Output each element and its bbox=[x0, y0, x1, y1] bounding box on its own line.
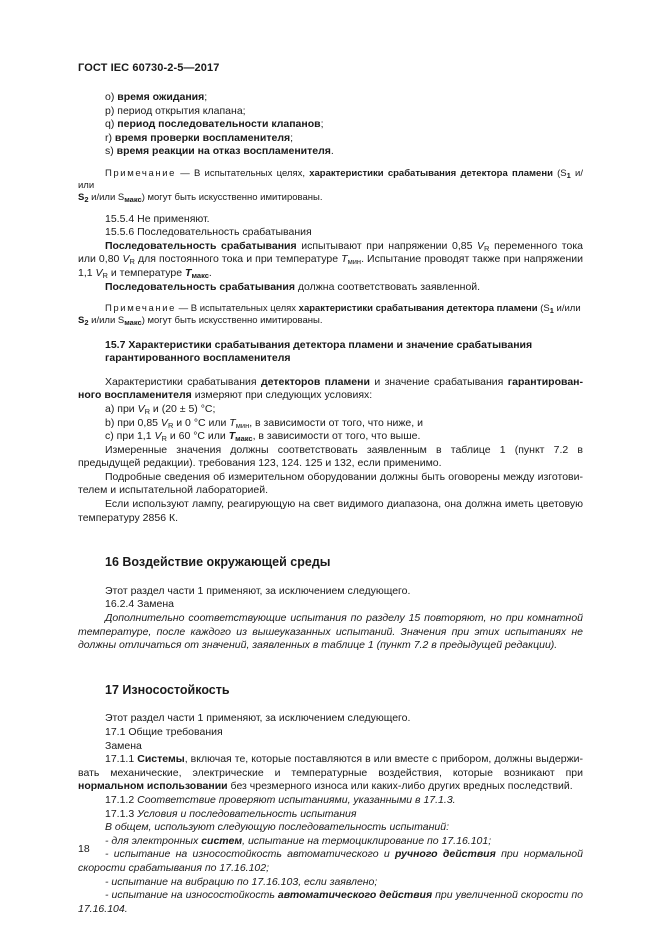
para-lamp: Если используют лампу, реагирующую на свет видимого диапазона, она должна иметь цветовую температуру 2856 К. bbox=[78, 498, 583, 524]
section-17-intro: Этот раздел части 1 применяют, за исключением следующего. bbox=[105, 712, 411, 725]
test-item-1: - для электронных систем, испытание на термоциклирование по 17.16.101; bbox=[105, 834, 492, 847]
list-item-s: s) время реакции на отказ воспламенителя. bbox=[105, 145, 334, 158]
section-16-text: Дополнительно соответствующие испытания по разделу 15 повторяют, но при комнатной температуре, после каждого из вышеуказанных испытаний. Значения при этих испытаниях не должны отличаться от значений, заявленных в таблице 1 (пункт 7.2 в предыдущей редакции). bbox=[78, 612, 583, 652]
condition-b: b) при 0,85 $V_R$ и 0 °С или $T_{мин}$, в зависимости от того, что ниже, и bbox=[105, 416, 423, 430]
para-sequence-2: Последовательность срабатывания должна соответствовать заявленной. bbox=[105, 280, 481, 293]
para-measured: Измеренные значения должны соответствовать заявленным в таблице 1 (пункт 7.2 в предыдущей редакции). требования 123, 124. 125 и 132, если применимо. bbox=[78, 443, 583, 470]
heading-17: 17 Износостойкость bbox=[105, 682, 230, 697]
list-item-o: o) время ожидания; bbox=[105, 91, 208, 103]
page-body bbox=[78, 91, 583, 916]
clause-15-5-4: 15.5.4 Не применяют. bbox=[105, 212, 210, 225]
list-item-p: p) период открытия клапана; bbox=[105, 104, 246, 117]
clause-17-1-1: 17.1.1 Системы, включая те, которые поставляются в или вместе с прибором, должны выдерживать механические, электрические и температурные воздействия, которые возникают при нормальном использовании без чрезмерного износа или каких-либо других вредных последствий. bbox=[78, 753, 583, 793]
note-1: Примечание — В испытательных целях, характеристики срабатывания детектора пламени ($S_1$ и/или $S_2$ и/или $S_{макс}$) могут быть искусственно имитированы. bbox=[78, 167, 583, 205]
heading-15-7: 15.7 Характеристики срабатывания детектора пламени и значение срабатывания гарантированного воспламенителя bbox=[105, 338, 533, 365]
clause-17-1-3: 17.1.3 Условия и последовательность испытания bbox=[105, 807, 357, 820]
clause-17-1-2: 17.1.2 Соответствие проверяют испытаниями, указанными в 17.1.3. bbox=[105, 793, 456, 806]
section-17-general: В общем, используют следующую последовательность испытаний: bbox=[105, 821, 449, 834]
clause-17-1-replacement: Замена bbox=[105, 739, 142, 752]
test-item-2: - испытание на износостойкость автоматического и ручного действия при нормальной скорости срабатывания по 17.16.102; bbox=[78, 848, 583, 874]
para-characteristics: Характеристики срабатывания детекторов пламени и значение срабатывания гарантированного воспламенителя измеряют при следующих условиях: bbox=[78, 375, 583, 402]
clause-17-1: 17.1 Общие требования bbox=[105, 726, 223, 739]
test-item-3: - испытание на вибрацию по 17.16.103, если заявлено; bbox=[105, 875, 378, 888]
para-details: Подробные сведения об измерительном оборудовании должны быть оговорены между изготовителем и испытательной лабораторией. bbox=[78, 470, 583, 497]
clause-16-2-4: 16.2.4 Замена bbox=[105, 598, 174, 611]
clause-15-5-6: 15.5.6 Последовательность срабатывания bbox=[105, 226, 312, 239]
condition-a: a) при $V_R$ и (20 ± 5) °С; bbox=[105, 402, 216, 416]
condition-c: c) при 1,1 $V_R$ и 60 °С или $T_{макс}$, в зависимости от того, что выше. bbox=[105, 430, 421, 444]
list-item-r: r) время проверки воспламенителя; bbox=[105, 131, 294, 144]
heading-16: 16 Воздействие окружающей среды bbox=[105, 555, 331, 570]
test-item-4: - испытание на износостойкость автоматического действия при увеличенной скорости по 17.16.104. bbox=[78, 889, 583, 915]
page-number: 18 bbox=[78, 843, 90, 855]
list-item-q: q) период последовательности клапанов; bbox=[105, 118, 324, 131]
document-header: ГОСТ IEC 60730-2-5—2017 bbox=[78, 62, 220, 74]
section-16-intro: Этот раздел части 1 применяют, за исключением следующего. bbox=[105, 584, 411, 597]
para-sequence: Последовательность срабатывания испытывают при напряжении 0,85 $V_R$ переменного тока или 0,80 $V_R$ для постоянного тока и при температуре $T_{мин}$. Испытание проводят также при напряжении 1,1 $V_R$ и температуре $T_{макс}$. bbox=[78, 239, 583, 280]
note-2: Примечание — В испытательных целях характеристики срабатывания детектора пламени ($S_1$ и/или $S_2$ и/или $S_{макс}$) могут быть искусственно имитированы. bbox=[78, 303, 581, 328]
